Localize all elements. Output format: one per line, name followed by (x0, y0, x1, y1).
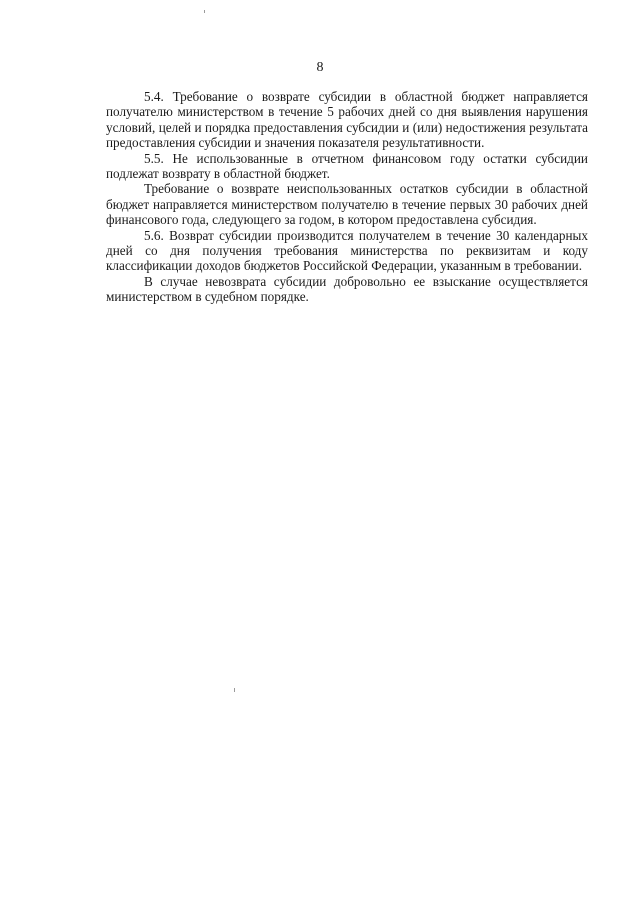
paragraph-5-4: 5.4. Требование о возврате субсидии в областной бюджет направляется получателю министерством в течение 5 рабочих дней со дня выявления нарушения условий, целей и порядка предоставления субсидии и (или) недостижения результата предоставления субсидии и значения показателя результативности. (106, 89, 588, 151)
paragraph-5-6-enforcement: В случае невозврата субсидии добровольно ее взыскание осуществляется министерством в судебном порядке. (106, 273, 588, 305)
paragraph-5-5-requirement: Требование о возврате неиспользованных остатков субсидии в областной бюджет направляется министерством получателю в течение первых 30 рабочих дней финансового года, следующего за годом, в котором предоставлена субсидия. (106, 181, 588, 228)
paragraph-5-6: 5.6. Возврат субсидии производится получателем в течение 30 календарных дней со дня получения требования министерства по реквизитам и коду классификации доходов бюджетов Российской Федерации, указанным в требовании. (106, 227, 588, 274)
scan-artifact-bottom (234, 688, 235, 692)
scan-artifact-top (204, 10, 205, 13)
paragraph-5-5: 5.5. Не использованные в отчетном финансовом году остатки субсидии подлежат возврату в областной бюджет. (106, 150, 588, 182)
page-number: 8 (316, 60, 324, 75)
document-body (106, 89, 588, 305)
